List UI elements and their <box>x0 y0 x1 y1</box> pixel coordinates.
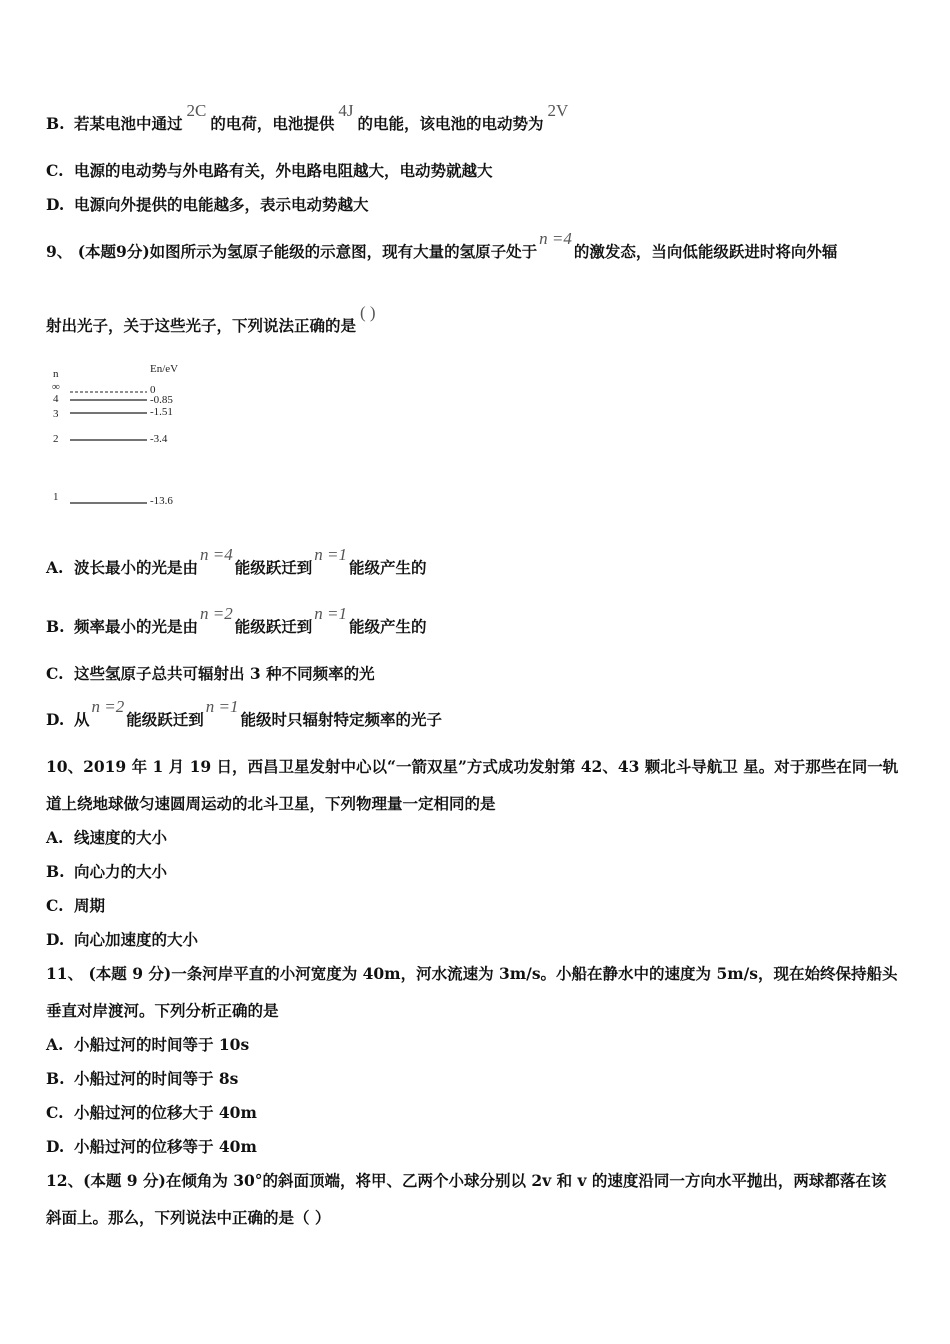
q9-stem-line1: 9、 (本题9分)如图所示为氢原子能级的示意图，现有大量的氢原子处于n =4的激发态，当向低能级跃进时将向外辐 <box>46 229 838 261</box>
level-e-2: -3.4 <box>150 433 168 445</box>
option-label: A. <box>46 1035 64 1054</box>
math-n2: n =2 <box>200 604 233 623</box>
math-n2: n =2 <box>91 697 125 716</box>
q11-stem-line2: 垂直对岸渡河。下列分析正确的是 <box>46 1001 279 1020</box>
q9-option-c: C. 这些氢原子总共可辐射出 3 种不同频率的光 <box>46 664 375 683</box>
option-label: C. <box>46 896 64 915</box>
q9-option-d: D. 从n =2能级跃迁到n =1能级时只辐射特定频率的光子 <box>46 697 443 729</box>
math-n1: n =1 <box>205 697 239 716</box>
level-n-3: 3 <box>53 408 59 420</box>
q10-option-d: D. 向心加速度的大小 <box>46 930 199 949</box>
math-n1: n =1 <box>314 545 347 564</box>
q11-option-d: D. 小船过河的位移等于 40m <box>46 1137 257 1156</box>
q10-option-a: A. 线速度的大小 <box>46 828 168 847</box>
option-label: C. <box>46 161 64 180</box>
option-label: C. <box>46 664 64 683</box>
q8-option-b: B. 若某电池中通过2C的电荷，电池提供4J的电能，该电池的电动势为2V <box>46 101 569 133</box>
level-e-3: -1.51 <box>150 406 173 418</box>
q10-stem-line2: 道上绕地球做匀速圆周运动的北斗卫星，下列物理量一定相同的是 <box>46 794 496 813</box>
q9-stem-line2: 射出光子，关于这些光子，下列说法正确的是( ) <box>46 303 376 335</box>
level-n-4: 4 <box>53 393 59 405</box>
option-label: A. <box>46 828 64 847</box>
question-number: 9、 <box>46 242 73 261</box>
q10-stem-line1: 10、2019 年 1 月 19 日，西昌卫星发射中心以“一箭双星”方式成功发射第 42、43 颗北斗导航卫 星。对于那些在同一轨 <box>46 757 899 776</box>
level-n-inf: ∞ <box>52 381 60 393</box>
option-label: B. <box>46 862 65 881</box>
level-n-1: 1 <box>53 491 59 503</box>
math-n4: n =4 <box>200 545 233 564</box>
q11-stem-line1: 11、 (本题 9 分)一条河岸平直的小河宽度为 40m，河水流速为 3m/s。小船在静水中的速度为 5m/s，现在始终保持船头 <box>46 964 898 983</box>
math-voltage: 2V <box>547 101 569 120</box>
q8-option-d: D. 电源向外提供的电能越多，表示电动势越大 <box>46 195 369 214</box>
option-label: D. <box>46 930 65 949</box>
option-label: B. <box>46 114 65 133</box>
q10-option-c: C. 周期 <box>46 896 106 915</box>
option-label: D. <box>46 1137 65 1156</box>
math-n1: n =1 <box>314 604 347 623</box>
option-label: C. <box>46 1103 64 1122</box>
option-label: B. <box>46 1069 65 1088</box>
level-e-1: -13.6 <box>150 495 173 507</box>
option-label: D. <box>46 195 65 214</box>
q8-option-c: C. 电源的电动势与外电路有关，外电路电阻越大，电动势就越大 <box>46 161 493 180</box>
level-e-inf: 0 <box>150 384 156 396</box>
level-e-4: -0.85 <box>150 394 173 406</box>
option-label: A. <box>46 558 64 577</box>
math-energy: 4J <box>338 101 354 120</box>
math-n4: n =4 <box>539 229 572 248</box>
math-charge: 2C <box>186 101 207 120</box>
q12-stem-line2: 斜面上。那么，下列说法中正确的是（ ） <box>46 1208 331 1227</box>
level-n-2: 2 <box>53 433 59 445</box>
energy-axis-label: En/eV <box>150 363 179 375</box>
energy-level-diagram <box>46 358 206 518</box>
q11-option-b: B. 小船过河的时间等于 8s <box>46 1069 239 1088</box>
q11-option-a: A. 小船过河的时间等于 10s <box>46 1035 250 1054</box>
q9-option-b: B. 频率最小的光是由n =2能级跃迁到n =1能级产生的 <box>46 604 427 636</box>
q11-option-c: C. 小船过河的位移大于 40m <box>46 1103 257 1122</box>
answer-paren: ( ) <box>360 303 376 322</box>
q9-option-a: A. 波长最小的光是由n =4能级跃迁到n =1能级产生的 <box>46 545 427 577</box>
option-label: B. <box>46 617 65 636</box>
q12-stem-line1: 12、(本题 9 分)在倾角为 30°的斜面顶端，将甲、乙两个小球分别以 2v 和 v 的速度沿同一方向水平抛出，两球都落在该 <box>46 1171 887 1190</box>
n-axis-label: n <box>53 368 59 380</box>
q10-option-b: B. 向心力的大小 <box>46 862 168 881</box>
option-label: D. <box>46 710 65 729</box>
